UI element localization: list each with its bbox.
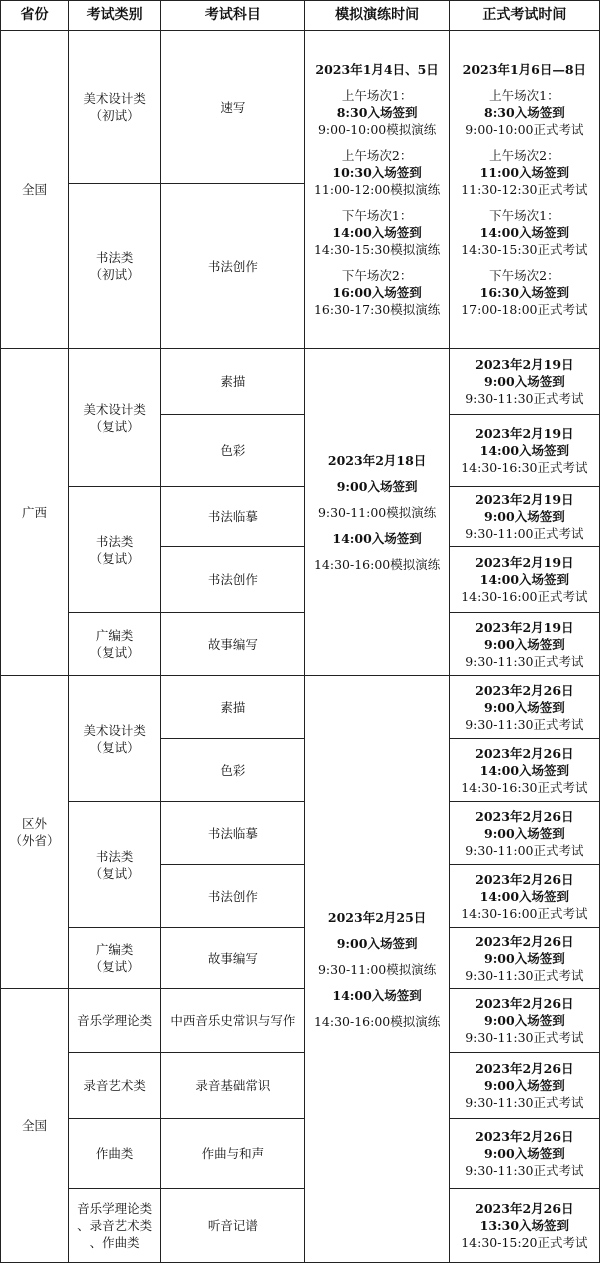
exam-checkin: 9:00入场签到 [484,374,565,389]
exam-checkin: 9:00入场签到 [484,950,565,966]
mock-checkin: 9:00入场签到 [336,935,418,951]
category-cell: 书法类 （复试） [69,487,161,613]
exam-date: 2023年2月19日 [475,619,574,635]
exam-time-cell [449,31,599,349]
exam-time-cell [449,1119,599,1189]
session-name: 上午场次1： [341,88,413,103]
province-cell: 区外 （外省） [1,676,69,989]
province-cell: 全国 [1,989,69,1263]
category-cell: 录音艺术类 [69,1053,161,1119]
category-cell: 美术设计类 （复试） [69,349,161,487]
header-category: 考试类别 [69,1,161,31]
subject-cell: 书法临摹 [161,802,305,865]
subject-cell: 故事编写 [161,928,305,989]
exam-checkin: 9:00入场签到 [484,636,565,652]
exam-time: 9:30-11:30正式考试 [465,967,584,983]
exam-checkin: 14:00入场签到 [479,888,570,904]
exam-date: 2023年2月26日 [475,1201,574,1216]
table-row [1,31,600,184]
subject-cell: 书法创作 [161,184,305,349]
mock-date: 2023年1月4日、5日 [315,62,439,77]
exam-checkin: 9:00入场签到 [484,825,565,841]
session-name: 上午场次1： [489,88,560,103]
table-row [1,802,600,865]
exam-checkin: 13:30入场签到 [479,1218,570,1233]
category-cell: 音乐学理论类 [69,989,161,1053]
mock-checkin: 14:00入场签到 [332,530,422,546]
exam-time-cell [449,802,599,865]
category-cell: 广编类 （复试） [69,928,161,989]
exam-date: 2023年2月26日 [475,1129,574,1144]
exam-date: 2023年2月19日 [475,492,574,507]
subject-cell: 素描 [161,349,305,415]
session-name: 上午场次2： [341,148,413,163]
exam-time-cell [449,1189,599,1263]
session-name: 下午场次2： [341,268,413,283]
exam-time: 14:30-16:30正式考试 [461,460,588,475]
session-checkin: 16:00入场签到 [332,285,422,300]
header-exam-time: 正式考试时间 [449,1,599,31]
exam-time-cell [449,547,599,613]
subject-cell: 书法创作 [161,547,305,613]
exam-date: 2023年2月26日 [475,933,574,949]
mock-time: 14:30-16:00模拟演练 [313,1013,441,1029]
category-cell: 美术设计类 （初试） [69,31,161,184]
exam-time: 9:30-11:30正式考试 [465,716,584,732]
table-row [1,676,600,739]
session-name: 上午场次2： [489,148,560,163]
exam-time-cell [449,865,599,928]
exam-time-cell [449,613,599,676]
exam-time: 9:30-11:30正式考试 [465,1095,584,1110]
category-cell: 音乐学理论类 、录音艺术类 、作曲类 [69,1189,161,1263]
exam-time-cell [449,349,599,415]
exam-checkin: 9:00入场签到 [484,1013,565,1028]
mock-date: 2023年2月18日 [327,452,427,468]
exam-checkin: 14:00入场签到 [479,762,570,778]
session-checkin: 11:00入场签到 [479,165,570,180]
exam-time: 9:30-11:30正式考试 [465,1163,584,1178]
header-row [1,1,600,31]
subject-cell: 速写 [161,31,305,184]
category-cell: 广编类 （复试） [69,613,161,676]
header-province: 省份 [1,1,69,31]
exam-date: 2023年2月26日 [475,808,574,824]
exam-time-cell [449,676,599,739]
subject-cell: 书法创作 [161,865,305,928]
exam-checkin: 14:00入场签到 [479,572,570,587]
exam-date: 2023年2月26日 [475,745,574,761]
exam-date: 2023年2月26日 [475,682,574,698]
exam-checkin: 9:00入场签到 [484,1078,565,1093]
subject-cell: 色彩 [161,415,305,487]
subject-cell: 素描 [161,676,305,739]
category-cell: 作曲类 [69,1119,161,1189]
session-mock: 11:00-12:00模拟演练 [313,182,441,197]
subject-cell: 故事编写 [161,613,305,676]
table-row [1,1189,600,1263]
exam-time-cell [449,487,599,547]
session-checkin: 14:00入场签到 [332,225,422,240]
mock-time-cell [305,676,449,1263]
subject-cell: 录音基础常识 [161,1053,305,1119]
session-exam: 17:00-18:00正式考试 [461,302,588,317]
mock-checkin: 14:00入场签到 [332,987,422,1003]
subject-cell: 中西音乐史常识与写作 [161,989,305,1053]
session-exam: 14:30-15:30正式考试 [461,242,588,257]
exam-date: 2023年2月19日 [475,426,574,441]
session-checkin: 16:30入场签到 [479,285,570,300]
mock-time: 9:30-11:00模拟演练 [317,504,437,520]
session-mock: 9:00-10:00模拟演练 [317,122,437,137]
category-cell: 美术设计类 （复试） [69,676,161,802]
exam-time: 14:30-15:20正式考试 [461,1235,588,1250]
category-cell: 书法类 （初试） [69,184,161,349]
mock-time-cell [305,31,449,349]
exam-date: 2023年2月26日 [475,996,574,1011]
mock-time-cell [305,349,449,676]
header-mock-time: 模拟演练时间 [305,1,449,31]
province-cell: 广西 [1,349,69,676]
subject-cell: 书法临摹 [161,487,305,547]
exam-time: 9:30-11:30正式考试 [465,653,584,669]
exam-time-cell [449,989,599,1053]
header-subject: 考试科目 [161,1,305,31]
subject-cell: 作曲与和声 [161,1119,305,1189]
table-row [1,928,600,989]
exam-date: 2023年2月26日 [475,1061,574,1076]
table-row [1,613,600,676]
session-checkin: 8:30入场签到 [336,105,418,120]
exam-checkin: 9:00入场签到 [484,1146,565,1161]
exam-time: 9:30-11:30正式考试 [465,1030,584,1045]
subject-cell: 色彩 [161,739,305,802]
exam-time: 9:30-11:30正式考试 [465,391,584,406]
exam-time-cell [449,415,599,487]
exam-time-cell [449,1053,599,1119]
table-row [1,1053,600,1119]
session-exam: 11:30-12:30正式考试 [461,182,588,197]
exam-date: 2023年2月19日 [475,555,574,570]
session-checkin: 14:00入场签到 [479,225,570,240]
exam-date: 2023年1月6日—8日 [462,62,587,77]
table-row [1,349,600,415]
province-cell: 全国 [1,31,69,349]
exam-time: 14:30-16:00正式考试 [461,905,588,921]
exam-time-cell [449,928,599,989]
table-row [1,1119,600,1189]
session-mock: 16:30-17:30模拟演练 [313,302,441,317]
mock-time: 14:30-16:00模拟演练 [313,556,441,572]
exam-checkin: 9:00入场签到 [484,699,565,715]
session-exam: 9:00-10:00正式考试 [465,122,584,137]
mock-checkin: 9:00入场签到 [336,478,418,494]
exam-checkin: 14:00入场签到 [479,443,570,458]
category-cell: 书法类 （复试） [69,802,161,928]
exam-time: 9:30-11:00正式考试 [465,842,584,858]
exam-time: 9:30-11:00正式考试 [465,526,584,541]
exam-date: 2023年2月19日 [475,357,574,372]
exam-time-cell [449,739,599,802]
mock-time: 9:30-11:00模拟演练 [317,961,437,977]
session-mock: 14:30-15:30模拟演练 [313,242,441,257]
table-row [1,487,600,547]
subject-cell: 听音记谱 [161,1189,305,1263]
mock-date: 2023年2月25日 [327,909,427,925]
exam-checkin: 9:00入场签到 [484,509,565,524]
exam-time: 14:30-16:30正式考试 [461,779,588,795]
session-name: 下午场次1： [341,208,413,223]
session-name: 下午场次2： [489,268,560,283]
exam-time: 14:30-16:00正式考试 [461,589,588,604]
table-row [1,989,600,1053]
exam-date: 2023年2月26日 [475,871,574,887]
session-checkin: 10:30入场签到 [332,165,422,180]
session-checkin: 8:30入场签到 [484,105,565,120]
session-name: 下午场次1： [489,208,560,223]
